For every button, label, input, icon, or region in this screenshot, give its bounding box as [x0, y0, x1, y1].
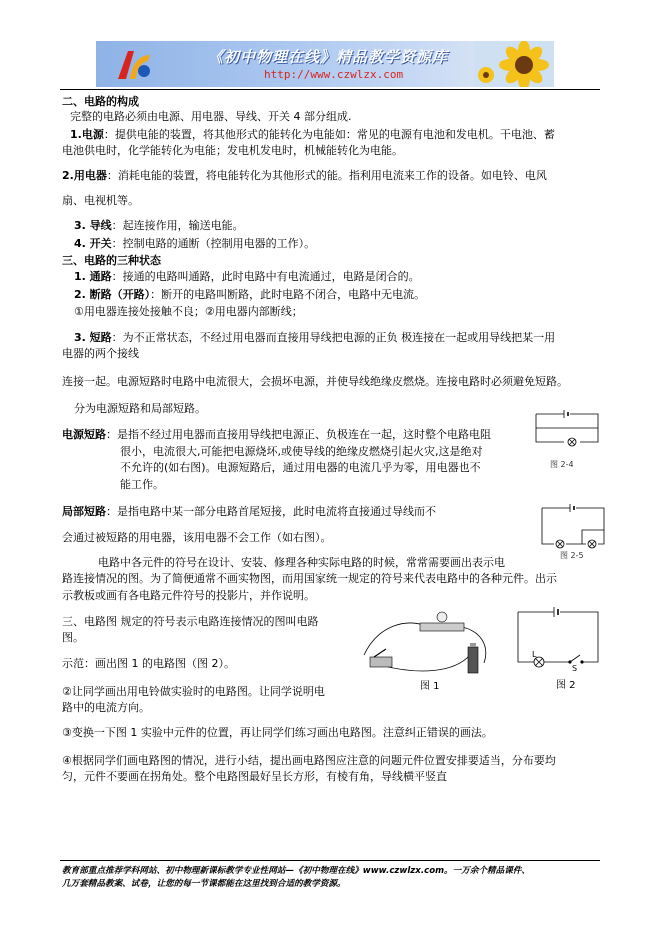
wire-line	[74, 219, 244, 233]
sunflower-icon	[474, 41, 554, 87]
source-short-circuit-diagram	[528, 406, 608, 462]
short-circuit-line1	[74, 331, 555, 345]
power-source-line1	[70, 128, 555, 142]
short-circuit-term: 3. 短路	[74, 331, 112, 344]
switch-label: S	[572, 664, 578, 673]
open-circuit-line	[74, 288, 425, 302]
step4-line2: 匀，元件不要画在拐角处。整个电路图最好呈长方形，有棱有角，导线横平竖直	[62, 770, 447, 783]
composition-intro: 完整的电路必须由电源、用电器、导线、开关 4 部分组成.	[70, 110, 352, 123]
physical-circuit-drawing	[358, 605, 506, 681]
closed-circuit-term: 1. 通路	[74, 270, 112, 283]
symbols-line3: 示教板或画有各电路元件符号的投影片，并作说明。	[62, 589, 315, 602]
figure-1-caption: 图 1	[420, 681, 440, 692]
short-circuit-line2: 电器的两个接线	[62, 347, 139, 360]
source-short-text: ：是指不经过用电器而直接用导线把电源正、负极连在一起，这时整个电路电阻	[106, 428, 491, 441]
symbols-line1: 电路中各元件的符号在设计、安装、修理各种实际电路的时候，常常需要画出表示电	[98, 556, 505, 569]
header-rule	[60, 89, 600, 90]
short-circuit-text: ：为不正常状态，不经过用电器而直接用导线把电源的正负 极连接在一起或用导线把某一用	[111, 331, 556, 344]
step3-line: ③变换一下图 1 实验中元件的位置，再让同学们练习画出电路图。注意纠正错误的画法。	[62, 726, 493, 739]
step2-line1: ②让同学画出用电铃做实验时的电路图。让同学说明电	[62, 685, 325, 698]
circuit-diagram-def-line1: 三、电路图 规定的符号表示电路连接情况的图叫电路	[62, 615, 319, 628]
source-short-line3: 不允许的(如右图)。电源短路后，通过用电器的电流几乎为零，用电器也不	[120, 461, 481, 474]
figure-local-short	[538, 500, 610, 560]
local-short-term: 局部短路	[62, 505, 106, 518]
circuit-schematic	[514, 606, 604, 672]
figure-1-physical-circuit	[358, 605, 506, 692]
symbols-line2: 路连接情况的图。为了简便通常不画实物图，而用国家统一规定的符号来代表电路中的各种元件。出示	[62, 572, 557, 585]
open-circuit-text: ：断开的电路叫断路，此时电路不闭合，电路中无电流。	[150, 288, 426, 301]
footer-rule	[60, 860, 600, 861]
figure-source-short-caption: 图 2-4	[550, 460, 574, 469]
wire-term: 3. 导线	[74, 219, 112, 232]
short-circuit-line3: 连接一起。电源短路时电路中电流很大，会损坏电源，并使导线绝缘皮燃烧。连接电路时必须避免短路。	[62, 375, 568, 388]
demo-line: 示范：画出图 1 的电路图（图 2）。	[62, 657, 235, 670]
local-short-line2: 会通过被短路的用电器，该用电器不会工作（如右图）。	[62, 531, 332, 544]
load-term: 2.用电器	[62, 169, 107, 182]
section-heading-states: 三、电路的三种状态	[62, 254, 161, 267]
power-source-line2: 电池供电时，化学能转化为电能；发电机发电时，机械能转化为电能。	[62, 144, 403, 157]
closed-circuit-line	[74, 270, 420, 284]
header-banner	[96, 41, 554, 87]
section-heading-composition: 二、电路的构成	[62, 95, 139, 108]
figure-2-circuit-diagram	[514, 606, 604, 691]
lamp-label: L	[532, 650, 537, 659]
banner-url[interactable]: http://www.czwlzx.com	[264, 68, 404, 81]
local-short-text: ：是指电路中某一部分电路首尾短接，此时电流将直接通过导线而不	[106, 505, 436, 518]
wire-text: ：起连接作用，输送电能。	[111, 219, 244, 232]
power-source-text: ：提供电能的装置，将其他形式的能转化为电能如：常见的电源有电池和发电机。干电池、蓄	[103, 128, 555, 141]
closed-circuit-text: ：接通的电路叫通路，此时电路中有电流通过，电路是闭合的。	[111, 270, 420, 283]
switch-text: ：控制电路的通断（控制用电器的工作）。	[111, 237, 316, 250]
local-short-circuit-diagram	[538, 500, 610, 552]
circuit-diagram-def-line2: 图。	[62, 631, 84, 644]
switch-term: 4. 开关	[74, 237, 112, 250]
figure-2-caption: 图 2	[556, 680, 576, 691]
source-short-line4: 能工作。	[120, 478, 164, 491]
open-circuit-term: 2. 断路（开路）	[74, 288, 151, 301]
footer-line2: 几万套精品教案、试卷，让您的每一节课都能在这里找到合适的教学资源。	[62, 879, 346, 889]
banner-title: 《初中物理在线》精品教学资源库	[208, 48, 449, 66]
footer-line1: 教育部重点推荐学科网站、初中物理新课标教学专业性网站—《初中物理在线》www.czwlzx.com。一万余个精品课件、	[62, 866, 530, 876]
site-logo-icon	[114, 45, 154, 83]
source-short-line1	[62, 428, 491, 442]
step2-line2: 路中的电流方向。	[62, 701, 150, 714]
figure-local-short-caption: 图 2-5	[560, 551, 584, 560]
load-text: ：消耗电能的装置，将电能转化为其他形式的能。指利用电流来工作的设备。如电铃、电风	[106, 169, 547, 182]
open-circuit-causes: ①用电器连接处接触不良；②用电器内部断线；	[74, 305, 303, 318]
figure-source-short	[528, 406, 608, 469]
power-source-term: 1.电源	[70, 128, 104, 141]
local-short-line1	[62, 505, 436, 519]
step4-line1: ④根据同学们画电路图的情况，进行小结，提出画电路图应注意的问题元件位置安排要适当，分布要均	[62, 754, 556, 767]
load-line2: 扇、电视机等。	[62, 194, 139, 207]
load-line1	[62, 169, 547, 183]
source-short-term: 电源短路	[62, 428, 106, 441]
short-circuit-types: 分为电源短路和局部短路。	[74, 402, 206, 415]
source-short-line2: 很小，电流很大,可能把电源烧坏,或使导线的绝缘皮燃烧引起火灾,这是绝对	[120, 445, 483, 458]
switch-line	[74, 237, 315, 251]
